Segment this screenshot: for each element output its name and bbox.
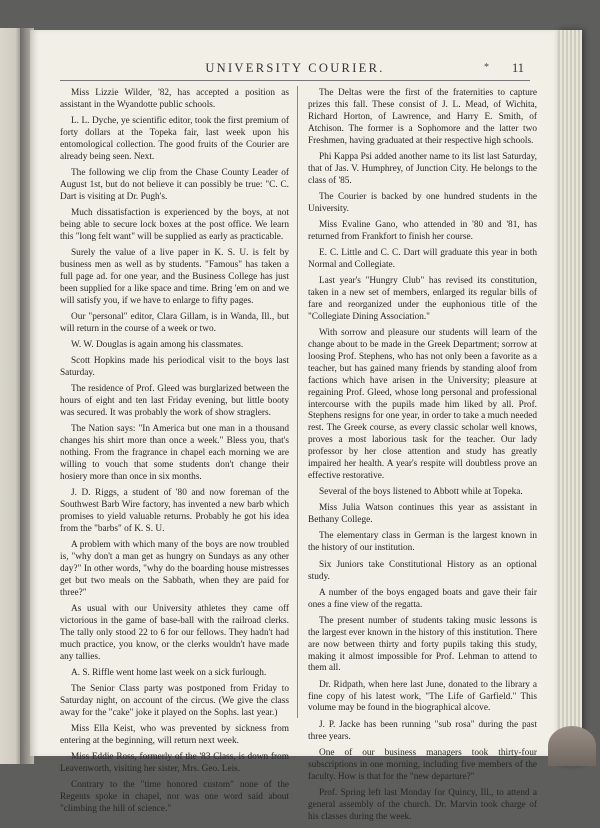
news-item: The elementary class in German is the largest known in the history of our institution. (308, 531, 537, 554)
news-item: Surely the value of a live paper in K. S. U. is felt by business men as well as by students. "Famous" has taken a full page ad. for one year, and the Business College has just been supplied for a like space and time. Bring 'em on and we will satisfy you, if we have to enlarge to fifty pages. (60, 248, 289, 306)
news-item: Miss Ella Keist, who was prevented by sickness from entering at the beginning, will return next week. (60, 723, 289, 746)
publication-title: UNIVERSITY COURIER. (205, 61, 385, 75)
news-item: The Senior Class party was postponed from Friday to Saturday night, on account of the circus. (We give the class away for the "cake" joke it played on the Sophs. last year.) (60, 683, 289, 718)
news-item: Several of the boys listened to Abbott while at Topeka. (319, 487, 523, 498)
news-item: The following we clip from the Chase County Leader of August 1st, but do not believe it can possibly be true: "C. C. Dart is visiting at Dr. Pugh's. (60, 168, 289, 202)
news-item: The Courier is backed by one hundred students in the University. (308, 191, 537, 214)
news-item: Much dissatisfaction is experienced by the boys, at not being able to secure lock boxes at the post office. We learn this "long felt want" will be supplied as early as practicable. (60, 208, 289, 242)
news-item: Miss Julia Watson continues this year as assistant in Bethany College. (308, 503, 537, 526)
news-item: Dr. Ridpath, when here last June, donated to the library a fine copy of his latest work, "The Life of Garfield." This volume may be found in the biographical alcove. (308, 679, 537, 714)
header-ornament: * (484, 62, 489, 73)
news-item: Miss Evaline Gano, who attended in '80 and '81, has returned from Frankfort to finish her course. (308, 219, 537, 242)
news-item: J. P. Jacke has been running "sub rosa" during the past three years. (308, 719, 537, 742)
page-number: 11 (511, 61, 524, 75)
right-column (308, 88, 537, 828)
thumb-holding-book (548, 726, 596, 766)
news-item: Six Juniors take Constitutional History as an optional study. (308, 559, 537, 582)
column-divider (297, 86, 298, 718)
news-item: As usual with our University athletes they came off victorious in the game of base-ball with the railroad clerks. The tally only stood 22 to 6 for our fellows. They hadn't had much practice, you know, or the clerks wouldn't have made any tallies. (60, 603, 289, 662)
news-item: Phi Kappa Psi added another name to its list last Saturday, that of Jas. V. Humphrey, of Junction City. He belongs to the class of '85. (308, 151, 537, 186)
news-item: Scott Hopkins made his periodical visit to the boys last Saturday. (60, 356, 289, 379)
news-item: A problem with which many of the boys are now troubled is, "why don't a man get as hungry on Sundays as any other day?" In other words, "why do the boarding house mistresses get but two meals on the Sabbath, when they are paid for three?" (60, 540, 289, 598)
news-item: Contrary to the "time honored custom" none of the Regents spoke in chapel, nor was one word said about "climbing the hill of science." (60, 780, 289, 814)
page-stack-edge (558, 30, 582, 764)
news-item: Prof. Spring left last Monday for Quincy, Ill., to attend a general assembly of the church. Dr. Marvin took charge of his classes during the week. (308, 787, 537, 822)
news-item: Miss Eddie Ross, formerly of the '83 Class, is down from Leavenworth, visiting her sister, Mrs. Geo. Leis. (60, 752, 289, 774)
left-column (60, 88, 289, 820)
news-item: J. D. Riggs, a student of '80 and now foreman of the Southwest Barb Wire factory, has invented a new barb which promises to yield valuable returns. Probably he got his idea from the "barbs" of K. S. U. (60, 488, 289, 534)
news-item: The present number of students taking music lessons is the largest ever known in the history of this institution. There are now between thirty and forty pupils taking this study, making it almost impossible for Prof. Lehman to attend to them all. (308, 615, 537, 674)
news-item: One of our business managers took thirty-four subscriptions in one morning, including five members of the faculty. How is that for the "new departure?" (308, 747, 537, 782)
news-item: The Deltas were the first of the fraternities to capture prizes this fall. These consist of J. L. Mead, of Wichita, Richard Horton, of Lawrence, and Harry E. Smith, of Atchison. The former is a Sophomore and the latter two Freshmen, having graduated at their respective high schools. (308, 88, 537, 146)
news-item: A number of the boys engaged boats and gave their fair ones a fine view of the regatta. (308, 587, 537, 610)
news-item: L. L. Dyche, ye scientific editor, took the first premium of forty dollars at the Topeka fair, last week upon his entomological collection. The good fruits of the Courier are already being seen. Next. (60, 116, 289, 162)
news-item: Miss Lizzie Wilder, '82, has accepted a position as assistant in the Wyandotte public schools. (60, 88, 289, 110)
header-rule (60, 80, 530, 81)
running-header (60, 61, 530, 77)
news-item: W. W. Douglas is again among his classmates. (71, 340, 244, 350)
news-item: The Nation says: "In America but one man in a thousand changes his shirt more than once a week." Bless you, that's nothing. From the fragrance in chapel each morning we are willing to vouch that some students don't change their hosiery more than once in six months. (60, 424, 289, 482)
news-item: Last year's "Hungry Club" has revised its constitution, taken in a new set of members, enlarged its regular bills of fare and reorganized under the euphonious title of the "Collegiate Dining Association." (308, 276, 537, 322)
news-item: E. C. Little and C. C. Dart will graduate this year in both Normal and Collegiate. (308, 248, 537, 270)
news-item: Our "personal" editor, Clara Gillam, is in Wanda, Ill., but will return in the course of a week or two. (60, 311, 289, 334)
facing-page-edge (0, 28, 22, 764)
news-item: A. S. Riffle went home last week on a sick furlough. (71, 667, 267, 678)
news-item: With sorrow and pleasure our students will learn of the change about to be made in the Greek Department; sorrow at loosing Prof. Stephens, who has not only been a favorite as a teacher, but has gained many friends by standing aloof from factions which have arisen in the University; pleasure at regaining Prof. Gleed, whose long personal and professional intercourse with the pupils made him liked by all. Prof. Stephens resigns for one year, in order to take a much needed rest. The Greek course, as every classic scholar well knows, proves a most laborious task for the teacher. Our lady professor by her close attention and study has greatly impaired her health. A year's respite will doubtless prove an effective restorative. (308, 328, 537, 481)
news-item: The residence of Prof. Gleed was burglarized between the hours of eight and ten last Friday evening, but little booty was secured. It was probably the work of show straglers. (60, 384, 289, 419)
